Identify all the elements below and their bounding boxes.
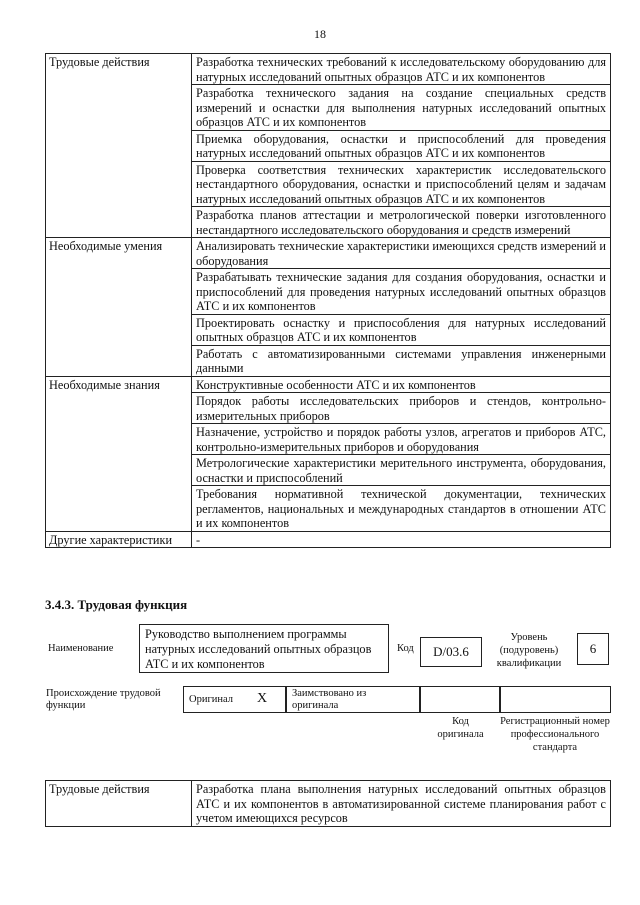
table-row (46, 781, 611, 827)
original-label: Оригинал (189, 694, 233, 705)
original-code-cell (420, 686, 500, 713)
row-value: Разработка технического задания на создание специальных средств измерений и оснастки для выполнения натурных исследований опытных образцов АТС и их компонентов (192, 85, 611, 131)
row-value: - (192, 531, 611, 548)
code-value: D/03.6 (420, 637, 482, 667)
level-label: Уровень (подуровень) квалификации (496, 632, 562, 669)
row-value: Конструктивные особенности АТС и их компонентов (192, 376, 611, 393)
row-label: Трудовые действия (46, 781, 192, 827)
row-value: Требования нормативной технической документации, технических регламентов, национальных и международных стандартов в отношении АТС и их компонентов (192, 486, 611, 532)
labor-functions-table (45, 53, 611, 548)
level-value: 6 (577, 633, 609, 665)
table-row (46, 54, 611, 85)
row-value: Разработка плана выполнения натурных исследований опытных образцов АТС и их компонентов в автоматизированной системе планирования работ с учетом имеющихся ресурсов (192, 781, 611, 827)
reg-number-caption: Регистрационный номер профессионального стандарта (500, 716, 610, 753)
table-row (46, 531, 611, 548)
row-value: Разработка планов аттестации и метрологической поверки изготовленного нестандартного исследовательского оборудования и средств измерений (192, 207, 611, 238)
row-value: Разработка технических требований к исследовательскому оборудованию для натурных исследований опытных образцов АТС и их компонентов (192, 54, 611, 85)
row-label: Другие характеристики (46, 531, 192, 548)
row-value: Назначение, устройство и порядок работы узлов, агрегатов и приборов АТС, контрольно-измерительных приборов и оборудования (192, 424, 611, 455)
function-name-value: Руководство выполнением программы натурных исследований опытных образцов АТС и их компонентов (139, 624, 389, 673)
name-label: Наименование (48, 643, 114, 654)
row-value: Метрологические характеристики мерительного инструмента, оборудования, оснастки и приспособлений (192, 455, 611, 486)
borrowed-cell (286, 686, 420, 713)
original-cell (183, 686, 286, 713)
row-value: Порядок работы исследовательских приборов и стендов, контрольно-измерительных приборов (192, 393, 611, 424)
code-label: Код (397, 643, 414, 654)
labor-actions-table (45, 780, 611, 827)
section-heading: 3.4.3. Трудовая функция (45, 597, 188, 612)
row-label: Необходимые умения (46, 238, 192, 377)
row-value: Проектировать оснастку и приспособления для натурных исследований опытных образцов АТС и их компонентов (192, 314, 611, 345)
row-label: Трудовые действия (46, 54, 192, 238)
origin-label: Происхождение трудовой функции (46, 688, 161, 711)
row-value: Разрабатывать технические задания для создания оборудования, оснастки и приспособлений для проведения натурных исследований опытных образцов АТС и их компонентов (192, 269, 611, 315)
row-value: Приемка оборудования, оснастки и приспособлений для проведения натурных исследований опытных образцов АТС и их компонентов (192, 130, 611, 161)
row-value: Анализировать технические характеристики имеющихся средств измерений и оборудования (192, 238, 611, 269)
row-value: Работать с автоматизированными системами управления инженерными данными (192, 345, 611, 376)
row-value: Проверка соответствия технических характеристик исследовательского нестандартного оборудования, оснастки и приспособлений целям и задачам натурных исследований опытных образцов АТС и их компонентов (192, 161, 611, 207)
original-mark: X (257, 691, 268, 706)
table-row (46, 376, 611, 393)
page-number: 18 (314, 27, 326, 41)
row-label: Необходимые знания (46, 376, 192, 531)
borrowed-label: Заимствовано из оригинала (292, 688, 367, 711)
table-row (46, 238, 611, 269)
original-code-caption: Код оригинала (437, 716, 484, 740)
reg-number-cell (500, 686, 611, 713)
